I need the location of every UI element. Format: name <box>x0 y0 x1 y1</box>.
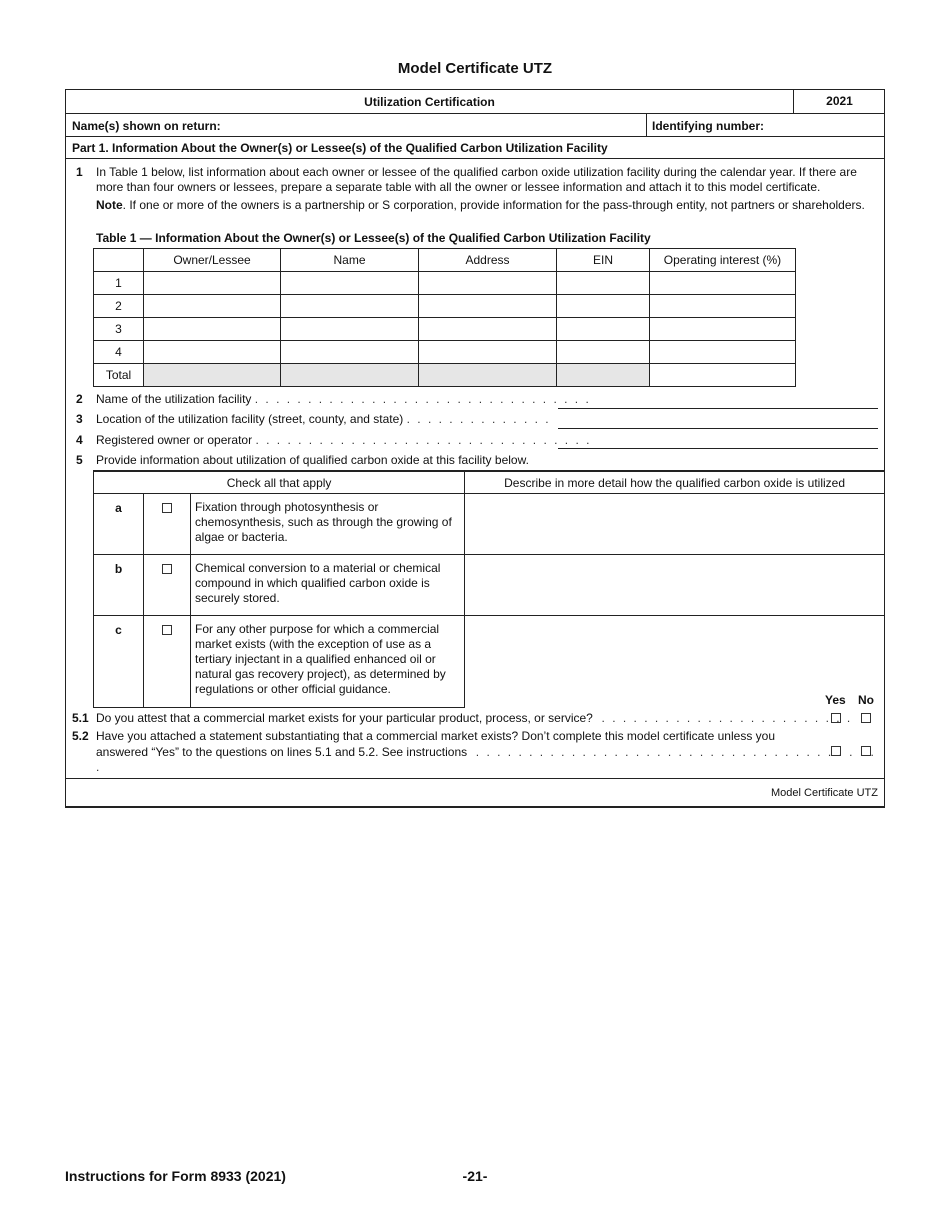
operating-interest-cell[interactable] <box>650 295 796 318</box>
ein-cell[interactable] <box>557 341 650 364</box>
line4-label <box>96 433 591 448</box>
line-number: 5.1 <box>72 711 89 725</box>
utilization-table <box>93 471 884 708</box>
q51-no-checkbox[interactable] <box>861 713 871 723</box>
checkbox-a[interactable] <box>162 503 172 513</box>
table-header-cell: Operating interest (%) <box>650 249 796 272</box>
owner-lessee-table <box>93 248 796 387</box>
shaded-cell <box>557 364 650 387</box>
leader-dots: . . . . . . . . . . . . . . . . . . . . . . . . . . . . . . . . . . . . . . . <box>96 745 876 774</box>
operating-interest-cell[interactable] <box>650 341 796 364</box>
table-row <box>94 318 796 341</box>
ein-cell[interactable] <box>557 318 650 341</box>
owner-lessee-cell[interactable] <box>144 295 281 318</box>
line2-text: Name of the utilization facility <box>96 392 252 406</box>
ein-cell[interactable] <box>557 295 650 318</box>
line1-instructions: In Table 1 below, list information about each owner or lessee of the qualified carbon oxide utilization facility during the calendar year. If there are more than four owners or lessees, prepare a separate table with all the owner or lessee information and attach it to this model certificate. <box>96 165 857 194</box>
name-cell[interactable] <box>281 272 419 295</box>
table-header-cell: Name <box>281 249 419 272</box>
checkbox-b[interactable] <box>162 564 172 574</box>
line1-note <box>96 198 878 213</box>
table-header-cell: Address <box>419 249 557 272</box>
leader-dots: . . . . . . . . . . . . . . . . . . . . . . . . . . . . . . . . <box>254 392 591 406</box>
shaded-cell <box>419 364 557 387</box>
ein-cell[interactable] <box>557 272 650 295</box>
line3-label <box>96 412 551 427</box>
name-cell[interactable] <box>281 318 419 341</box>
divider <box>66 136 884 137</box>
names-row <box>66 114 884 136</box>
yes-header: Yes <box>825 693 846 707</box>
owner-lessee-cell[interactable] <box>144 272 281 295</box>
checkbox-cell <box>143 616 190 708</box>
row-number: 3 <box>94 318 144 341</box>
row-letter: a <box>94 494 144 555</box>
table-header-cell: Describe in more detail how the qualified carbon oxide is utilized <box>465 472 884 494</box>
identifying-number-label: Identifying number: <box>652 119 764 133</box>
table-row <box>94 616 885 708</box>
description-cell-a[interactable] <box>465 494 884 555</box>
description-cell-b[interactable] <box>465 555 884 616</box>
table-header-row <box>94 472 885 494</box>
certificate-form <box>65 89 885 808</box>
row-letter: c <box>94 616 144 708</box>
operating-interest-cell[interactable] <box>650 272 796 295</box>
owner-lessee-cell[interactable] <box>144 341 281 364</box>
total-operating-interest-cell[interactable] <box>650 364 796 387</box>
note-text: . If one or more of the owners is a partnership or S corporation, provide information for the pass-through entity, not partners or shareholders. <box>122 198 865 212</box>
page-title: Model Certificate UTZ <box>397 60 553 77</box>
line-number: 1 <box>76 165 83 179</box>
tax-year: 2021 <box>793 90 885 113</box>
checkbox-cell <box>143 555 190 616</box>
names-label: Name(s) shown on return: <box>72 119 221 133</box>
line3-text: Location of the utilization facility (street, county, and state) <box>96 412 404 426</box>
q52-text-2: answered “Yes” to the questions on lines 5.1 and 5.2. See instructions <box>96 745 468 759</box>
table-row <box>94 295 796 318</box>
table-total-row <box>94 364 796 387</box>
address-cell[interactable] <box>419 318 557 341</box>
name-cell[interactable] <box>281 341 419 364</box>
q51-yes-checkbox[interactable] <box>831 713 841 723</box>
q52-text-1: Have you attached a statement substantiating that a commercial market exists? Don’t complete this model certificate unless you <box>96 729 775 743</box>
facility-name-field[interactable] <box>558 408 878 409</box>
line2-label <box>96 392 591 407</box>
description-cell-c[interactable] <box>465 616 884 708</box>
line-number: 4 <box>76 433 83 447</box>
table-header-cell: Owner/Lessee <box>144 249 281 272</box>
table-row <box>94 494 885 555</box>
checkbox-c[interactable] <box>162 625 172 635</box>
shaded-cell <box>281 364 419 387</box>
checkbox-cell <box>143 494 190 555</box>
line-number: 2 <box>76 392 83 406</box>
q52-yes-checkbox[interactable] <box>831 746 841 756</box>
row-number: 4 <box>94 341 144 364</box>
q52-label <box>96 745 884 775</box>
leader-dots: . . . . . . . . . . . . . . . . . . . . . . . . . . . . . . . . <box>255 433 592 447</box>
table1-title: Table 1 — Information About the Owner(s) or Lessee(s) of the Qualified Carbon Utilization Facility <box>96 231 651 245</box>
row-number: Total <box>94 364 144 387</box>
line5-text: Provide information about utilization of qualified carbon oxide at this facility below. <box>96 453 529 467</box>
line4-text: Registered owner or operator <box>96 433 253 447</box>
note-label: Note <box>96 198 123 212</box>
part1-heading: Part 1. Information About the Owner(s) or Lessee(s) of the Qualified Carbon Utilization Facility <box>72 141 608 155</box>
q52-no-checkbox[interactable] <box>861 746 871 756</box>
page-number: -21- <box>462 1168 488 1184</box>
header-title: Utilization Certification <box>364 95 495 109</box>
q51-label <box>96 711 852 726</box>
line-number: 5 <box>76 453 83 467</box>
table-row <box>94 272 796 295</box>
line-number: 3 <box>76 412 83 426</box>
registered-owner-field[interactable] <box>558 448 878 449</box>
option-text: Chemical conversion to a material or chemical compound in which qualified carbon oxide is securely stored. <box>190 555 464 616</box>
frame-footer: Model Certificate UTZ <box>771 787 878 799</box>
no-header: No <box>858 693 874 707</box>
table-row <box>94 555 885 616</box>
option-text: For any other purpose for which a commercial market exists (with the exception of use as a tertiary injectant in a qualified enhanced oil or natural gas recovery project), as determined by regulations or other official guidance. <box>190 616 464 708</box>
table-header-row <box>94 249 796 272</box>
address-cell[interactable] <box>419 341 557 364</box>
row-number: 2 <box>94 295 144 318</box>
row-letter: b <box>94 555 144 616</box>
divider <box>66 778 884 779</box>
owner-lessee-cell[interactable] <box>144 318 281 341</box>
line-number: 5.2 <box>72 729 89 743</box>
facility-location-field[interactable] <box>558 428 878 429</box>
table-header-cell <box>94 249 144 272</box>
q51-text: Do you attest that a commercial market exists for your particular product, process, or service? <box>96 711 593 725</box>
row-number: 1 <box>94 272 144 295</box>
leader-dots: . . . . . . . . . . . . . . <box>406 412 551 426</box>
table-header-cell: Check all that apply <box>94 472 465 494</box>
operating-interest-cell[interactable] <box>650 318 796 341</box>
divider <box>646 114 647 136</box>
header-row <box>66 90 884 113</box>
name-cell[interactable] <box>281 295 419 318</box>
table-header-cell: EIN <box>557 249 650 272</box>
divider <box>66 158 884 159</box>
shaded-cell <box>144 364 281 387</box>
page-footer-title: Instructions for Form 8933 (2021) <box>65 1168 286 1184</box>
address-cell[interactable] <box>419 272 557 295</box>
address-cell[interactable] <box>419 295 557 318</box>
leader-dots: . . . . . . . . . . . . . . . . . . . . . . . . <box>596 711 853 725</box>
option-text: Fixation through photosynthesis or chemosynthesis, such as through the growing of algae or bacteria. <box>190 494 464 555</box>
table-row <box>94 341 796 364</box>
